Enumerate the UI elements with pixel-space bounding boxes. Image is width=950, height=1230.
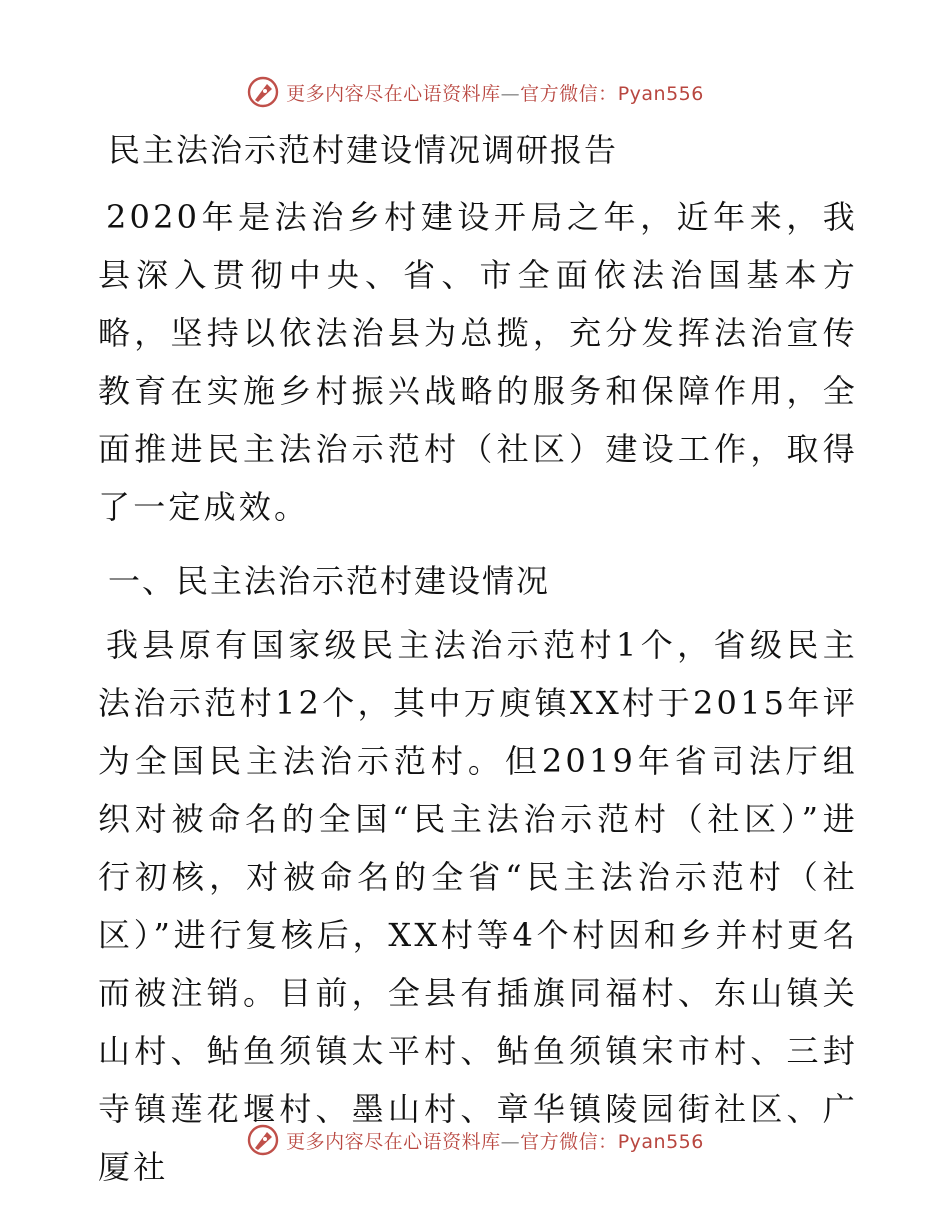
section-heading: 一、民主法治示范村建设情况: [108, 562, 551, 600]
pen-nib-logo-icon: [246, 1123, 280, 1157]
document-title: 民主法治示范村建设情况调研报告: [108, 131, 619, 169]
footer-watermark: [0, 1120, 950, 1160]
watermark-label: 官方微信：: [520, 1130, 618, 1153]
watermark-label: 官方微信：: [520, 82, 618, 105]
watermark-separator: —: [500, 1130, 521, 1153]
watermark-text: [286, 1127, 704, 1154]
section-paragraph: 我县原有国家级民主法治示范村1个，省级民主法治示范村12个，其中万庾镇XX村于2015年评为全国民主法治示范村。但2019年省司法厅组织对被命名的全国“民主法治示范村（社区）”进行初核，对被命名的全省“民主法治示范村（社区）”进行复核后，XX村等4个村因和乡并村更名而被注销。目前，全县有插旗同福村、东山镇关山村、鲇鱼须镇太平村、鲇鱼须镇宋市村、三封寺镇莲花堰村、墨山村、章华镇陵园街社区、广厦社: [98, 626, 858, 1186]
document-body: [98, 122, 858, 1196]
watermark-text: [286, 79, 704, 106]
intro-paragraph: 2020年是法治乡村建设开局之年，近年来，我县深入贯彻中央、省、市全面依法治国基本方略，坚持以依法治县为总揽，充分发挥法治宣传教育在实施乡村振兴战略的服务和保障作用，全面推进民主法治示范村（社区）建设工作，取得了一定成效。: [98, 198, 858, 526]
watermark-account: Pyan556: [617, 82, 704, 105]
watermark-brand: 更多内容尽在心语资料库: [286, 82, 501, 105]
header-watermark: [0, 72, 950, 112]
watermark-account: Pyan556: [617, 1130, 704, 1153]
watermark-separator: —: [500, 82, 521, 105]
pen-nib-logo-icon: [246, 75, 280, 109]
watermark-brand: 更多内容尽在心语资料库: [286, 1130, 501, 1153]
